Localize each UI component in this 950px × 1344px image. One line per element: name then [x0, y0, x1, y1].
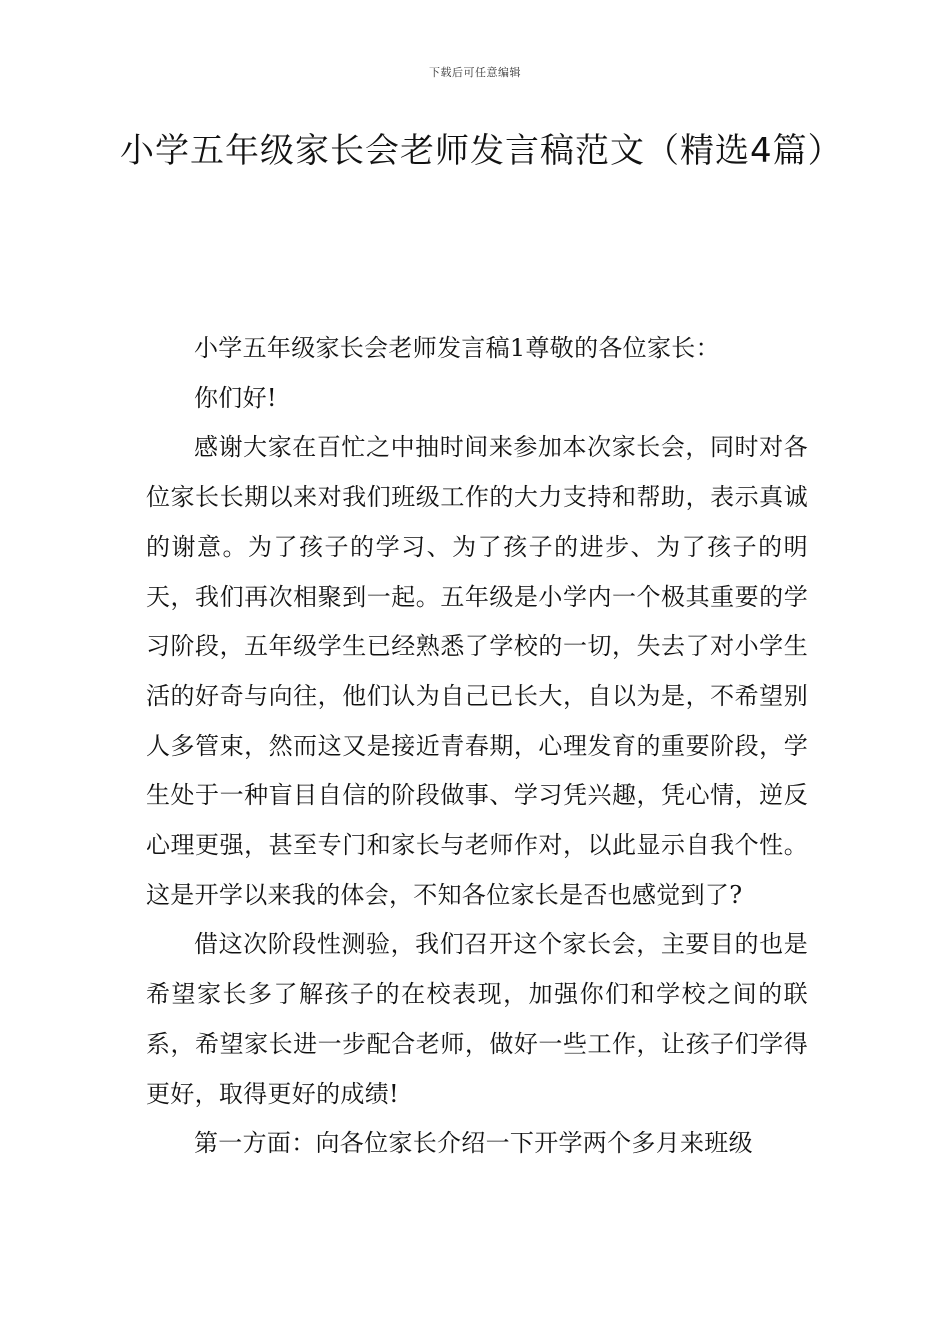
document-title: 小学五年级家长会老师发言稿范文（精选4篇） [120, 131, 843, 171]
page-header-note: 下载后可任意编辑 [429, 66, 521, 79]
paragraph-thanks: 感谢大家在百忙之中抽时间来参加本次家长会，同时对各位家长长期以来对我们班级工作的大力支持和帮助，表示真诚的谢意。为了孩子的学习、为了孩子的进步、为了孩子的明天，我们再次相聚到一起。五年级是小学内一个极其重要的学习阶段，五年级学生已经熟悉了学校的一切，失去了对小学生活的好奇与向往，他们认为自己已长大，自以为是，不希望别人多管束，然而这又是接近青春期，心理发育的重要阶段，学生处于一种盲目自信的阶段做事、学习凭兴趣，凭心情，逆反心理更强，甚至专门和家长与老师作对，以此显示自我个性。这是开学以来我的体会，不知各位家长是否也感觉到了? [146, 433, 808, 909]
paragraph-first-aspect: 第一方面：向各位家长介绍一下开学两个多月来班级 [194, 1129, 753, 1158]
paragraph-hello: 你们好! [194, 383, 277, 412]
paragraph-greeting: 小学五年级家长会老师发言稿1尊敬的各位家长： [194, 334, 720, 362]
document-body [146, 324, 808, 1169]
paragraph-purpose: 借这次阶段性测验，我们召开这个家长会，主要目的也是希望家长多了解孩子的在校表现，加强你们和学校之间的联系，希望家长进一步配合老师，做好一些工作，让孩子们学得更好，取得更好的成绩! [146, 930, 808, 1108]
